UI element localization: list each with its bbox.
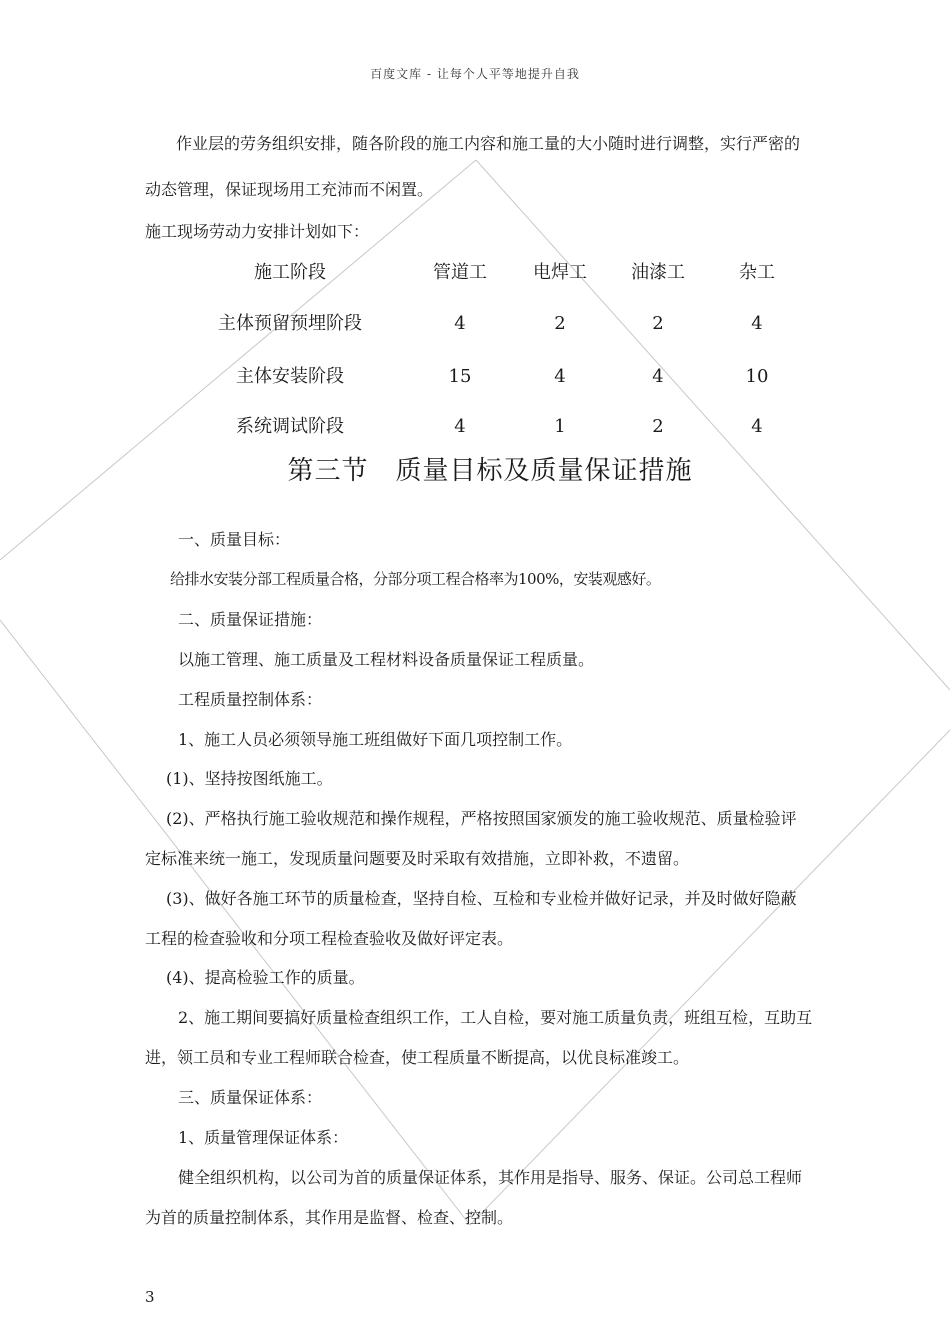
table-header-misc: 杂工: [739, 262, 775, 283]
management-system-text-line-2: 为首的质量控制体系，其作用是监督、检查、控制。: [145, 1208, 514, 1227]
table-row-3-pipe: 4: [454, 416, 466, 437]
table-row-3-weld: 1: [554, 416, 566, 437]
quality-goal-text: 给排水安装分部工程质量合格，分部分项工程合格率为100%，安装观感好。: [170, 570, 661, 588]
table-row-2-weld: 4: [554, 366, 566, 387]
intro-paragraph-line-2: 动态管理，保证现场用工充沛而不闲置。: [145, 180, 434, 199]
intro-paragraph-line-1: 作业层的劳务组织安排，随各阶段的施工内容和施工量的大小随时进行调整，实行严密的: [176, 134, 801, 153]
table-row-3-misc: 4: [751, 416, 763, 437]
table-row-2-stage: 主体安装阶段: [236, 366, 344, 387]
table-header-paint: 油漆工: [631, 262, 685, 283]
item-1-sub-2-line-1: (2)、严格执行施工验收规范和操作规程，严格按照国家颁发的施工验收规范、质量检验评: [166, 809, 797, 828]
table-row-1-stage: 主体预留预埋阶段: [218, 313, 362, 334]
item-1-sub-4: (4)、提高检验工作的质量。: [166, 968, 365, 987]
table-row-2-misc: 10: [745, 366, 769, 387]
management-system-heading: 1、质量管理保证体系：: [178, 1128, 349, 1147]
table-row-3-paint: 2: [652, 416, 664, 437]
table-header-stage: 施工阶段: [254, 262, 326, 283]
table-row-2-pipe: 15: [448, 366, 472, 387]
table-row-1-pipe: 4: [454, 313, 466, 334]
section-title: 第三节 质量目标及质量保证措施: [287, 456, 693, 486]
table-row-1-paint: 2: [652, 313, 664, 334]
item-2-line-1: 2、施工期间要搞好质量检查组织工作，工人自检，要对施工质量负责，班组互检，互助互: [178, 1008, 813, 1027]
item-2-line-2: 进，领工员和专业工程师联合检查，使工程质量不断提高，以优良标准竣工。: [145, 1048, 690, 1067]
item-1-sub-2-line-2: 定标准来统一施工，发现质量问题要及时采取有效措施，立即补救，不遗留。: [145, 849, 690, 868]
table-row-2-paint: 4: [652, 366, 664, 387]
item-1: 1、施工人员必须领导施工班组做好下面几项控制工作。: [178, 730, 573, 749]
table-row-1-misc: 4: [751, 313, 763, 334]
labor-plan-intro: 施工现场劳动力安排计划如下：: [145, 222, 370, 241]
table-row-1-weld: 2: [554, 313, 566, 334]
page-number: 3: [145, 1288, 155, 1306]
quality-measures-heading: 二、质量保证措施：: [178, 610, 323, 629]
control-system-heading: 工程质量控制体系：: [178, 690, 323, 709]
table-header-pipe: 管道工: [433, 262, 487, 283]
table-header-weld: 电焊工: [533, 262, 587, 283]
page-header: 百度文库 - 让每个人平等地提升自我: [370, 67, 580, 81]
quality-goal-heading: 一、质量目标：: [178, 530, 291, 549]
management-system-text-line-1: 健全组织机构，以公司为首的质量保证体系，其作用是指导、服务、保证。公司总工程师: [178, 1168, 803, 1187]
assurance-system-heading: 三、质量保证体系：: [178, 1088, 323, 1107]
item-1-sub-3-line-2: 工程的检查验收和分项工程检查验收及做好评定表。: [145, 929, 514, 948]
item-1-sub-1: (1)、坚持按图纸施工。: [166, 769, 333, 788]
table-row-3-stage: 系统调试阶段: [236, 416, 344, 437]
quality-measures-text: 以施工管理、施工质量及工程材料设备质量保证工程质量。: [178, 650, 595, 669]
item-1-sub-3-line-1: (3)、做好各施工环节的质量检查，坚持自检、互检和专业检并做好记录，并及时做好隐蔽: [166, 889, 797, 908]
